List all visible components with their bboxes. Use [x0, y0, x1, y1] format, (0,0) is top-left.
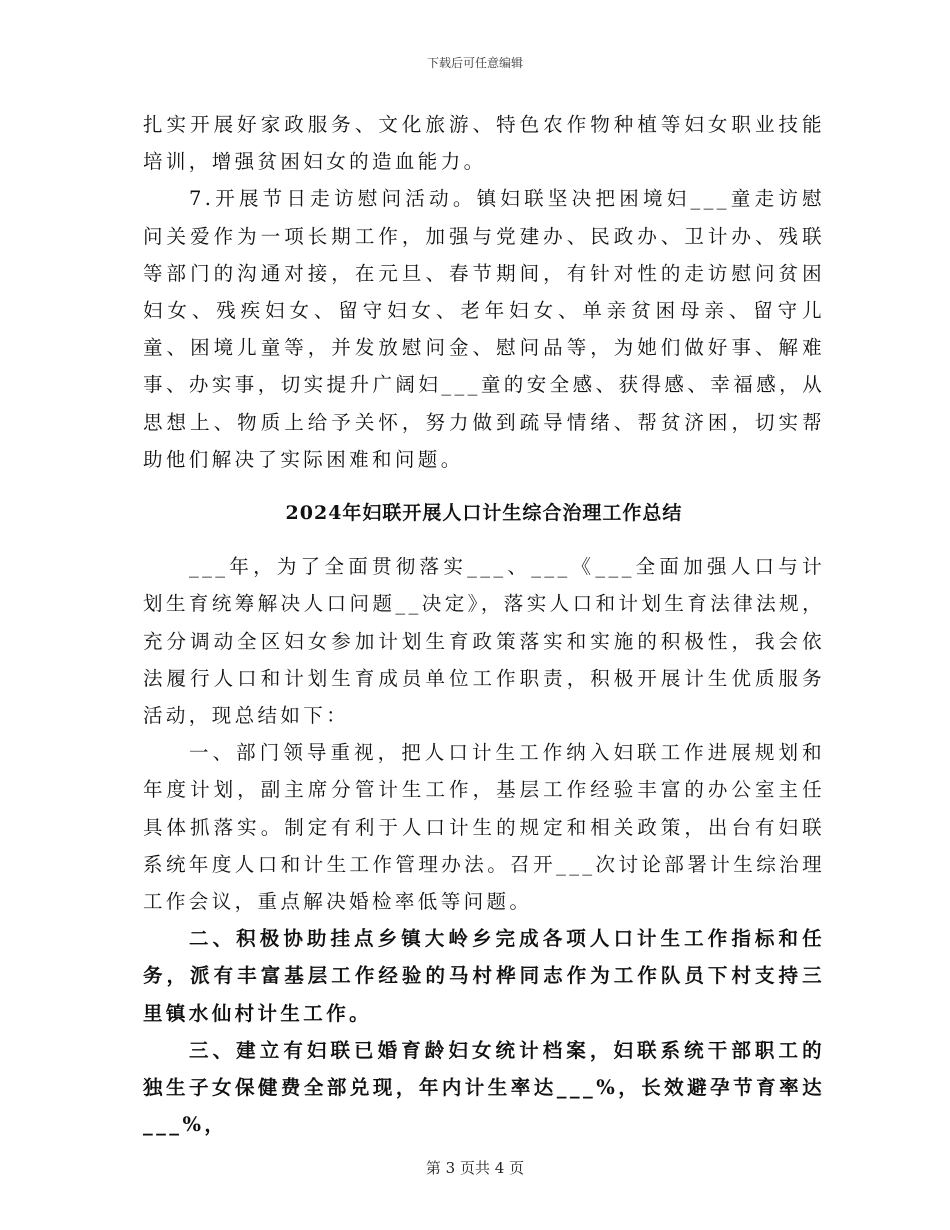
paragraph-section-3: 三、建立有妇联已婚育龄妇女统计档案，妇联系统干部职工的独生子女保健费全部兑现，年内计生率达___%，长效避孕节育率达___%， — [143, 1038, 825, 1137]
page-number: 第 3 页共 4 页 — [425, 1159, 525, 1177]
document-body — [143, 106, 825, 1143]
paragraph-intro: ___年，为了全面贯彻落实___、___《___全面加强人口与计划生育统筹解决人口问题__决定》，落实人口和计划生育法律法规，充分调动全区妇女参加计划生育政策落实和实施的积极性，我会依法履行人口和计划生育成员单位工作职责，积极开展计生优质服务活动，现总结如下： — [143, 555, 825, 728]
paragraph-item-7: 7.开展节日走访慰问活动。镇妇联坚决把困境妇___童走访慰问关爱作为一项长期工作，加强与党建办、民政办、卫计办、残联等部门的沟通对接，在元旦、春节期间，有针对性的走访慰问贫困妇女、残疾妇女、留守妇女、老年妇女、单亲贫困母亲、留守儿童、困境儿童等，并发放慰问金、慰问品等，为她们做好事、解难事、办实事，切实提升广阔妇___童的安全感、获得感、幸福感，从思想上、物质上给予关怀，努力做到疏导情绪、帮贫济困，切实帮助他们解决了实际困难和问题。 — [143, 187, 825, 471]
paragraph-section-2: 二、积极协助挂点乡镇大岭乡完成各项人口计生工作指标和任务，派有丰富基层工作经验的马村桦同志作为工作队员下村支持三里镇水仙村计生工作。 — [143, 927, 825, 1025]
document-title: 2024年妇联开展人口计生综合治理工作总结 — [285, 502, 683, 525]
paragraph-continuation: 扎实开展好家政服务、文化旅游、特色农作物种植等妇女职业技能培训，增强贫困妇女的造血能力。 — [143, 113, 825, 174]
page-header-note: 下载后可任意编辑 — [426, 56, 523, 70]
paragraph-section-1: 一、部门领导重视，把人口计生工作纳入妇联工作进展规划和年度计划，副主席分管计生工作，基层工作经验丰富的办公室主任具体抓落实。制定有利于人口计生的规定和相关政策，出台有妇联系统年度人口和计生工作管理办法。召开___次讨论部署计生综治理工作会议，重点解决婚检率低等问题。 — [143, 741, 825, 914]
